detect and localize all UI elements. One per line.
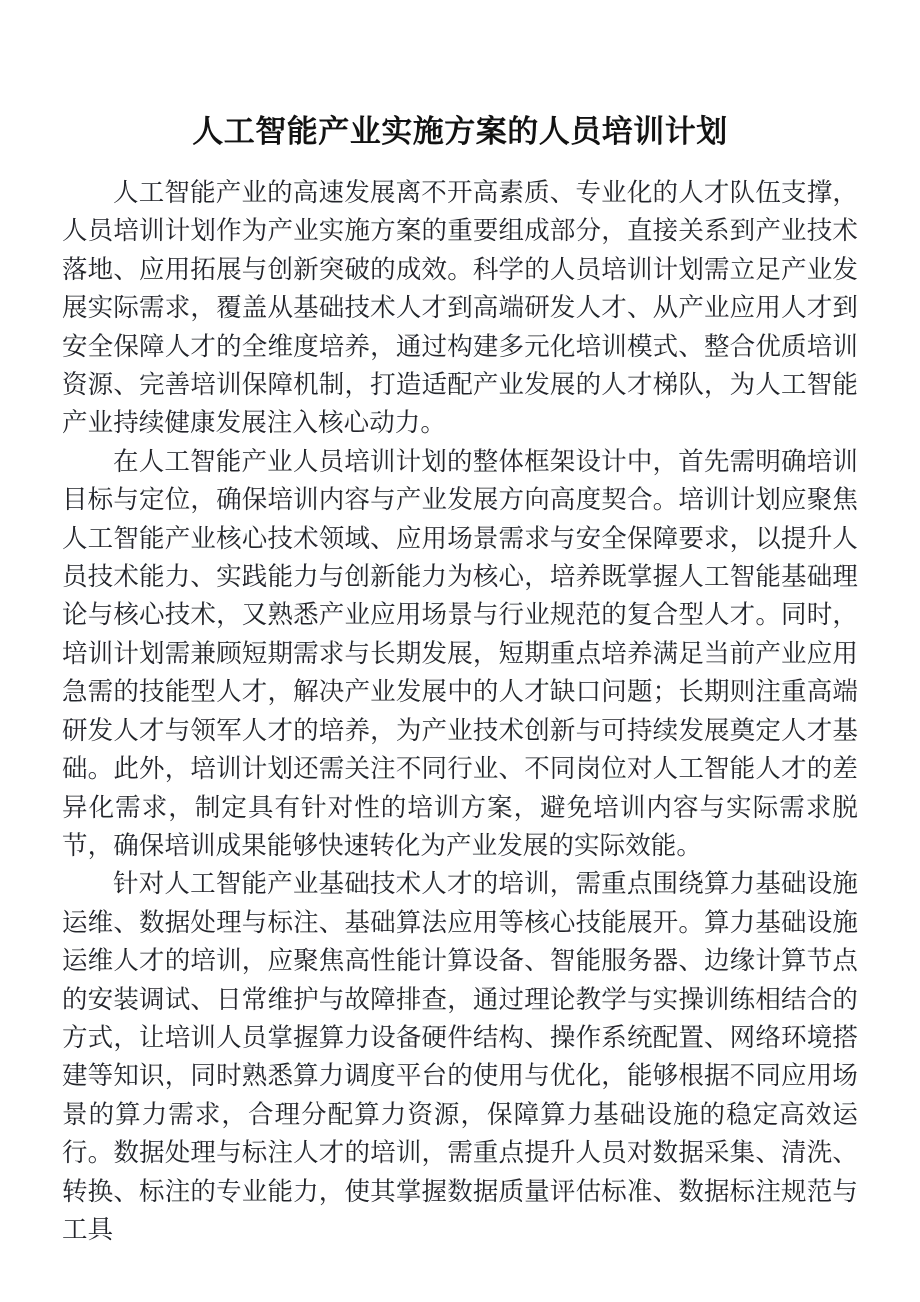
document-content-column xyxy=(62,0,858,1249)
page-title: 人工智能产业实施方案的人员培训计划 xyxy=(192,114,728,149)
body-paragraph-3: 针对人工智能产业基础技术人才的培训，需重点围绕算力基础设施运维、数据处理与标注、基础算法应用等核心技能展开。算力基础设施运维人才的培训，应聚焦高性能计算设备、智能服务器、边缘计算节点的安装调试、日常维护与故障排查，通过理论教学与实操训练相结合的方式，让培训人员掌握算力设备硬件结构、操作系统配置、网络环境搭建等知识，同时熟悉算力调度平台的使用与优化，能够根据不同应用场景的算力需求，合理分配算力资源，保障算力基础设施的稳定高效运行。数据处理与标注人才的培训，需重点提升人员对数据采集、清洗、转换、标注的专业能力，使其掌握数据质量评估标准、数据标注规范与工具 xyxy=(62,869,858,1244)
body-paragraph-2: 在人工智能产业人员培训计划的整体框架设计中，首先需明确培训目标与定位，确保培训内容与产业发展方向高度契合。培训计划应聚焦人工智能产业核心技术领域、应用场景需求与安全保障要求，以提升人员技术能力、实践能力与创新能力为核心，培养既掌握人工智能基础理论与核心技术，又熟悉产业应用场景与行业规范的复合型人才。同时，培训计划需兼顾短期需求与长期发展，短期重点培养满足当前产业应用急需的技能型人才，解决产业发展中的人才缺口问题；长期则注重高端研发人才与领军人才的培养，为产业技术创新与可持续发展奠定人才基础。此外，培训计划还需关注不同行业、不同岗位对人工智能人才的差异化需求，制定具有针对性的培训方案，避免培训内容与实际需求脱节，确保培训成果能够快速转化为产业发展的实际效能。 xyxy=(62,446,858,860)
body-paragraph-1: 人工智能产业的高速发展离不开高素质、专业化的人才队伍支撑，人员培训计划作为产业实施方案的重要组成部分，直接关系到产业技术落地、应用拓展与创新突破的成效。科学的人员培训计划需立足产业发展实际需求，覆盖从基础技术人才到高端研发人才、从产业应用人才到安全保障人才的全维度培养，通过构建多元化培训模式、整合优质培训资源、完善培训保障机制，打造适配产业发展的人才梯队，为人工智能产业持续健康发展注入核心动力。 xyxy=(62,178,858,438)
